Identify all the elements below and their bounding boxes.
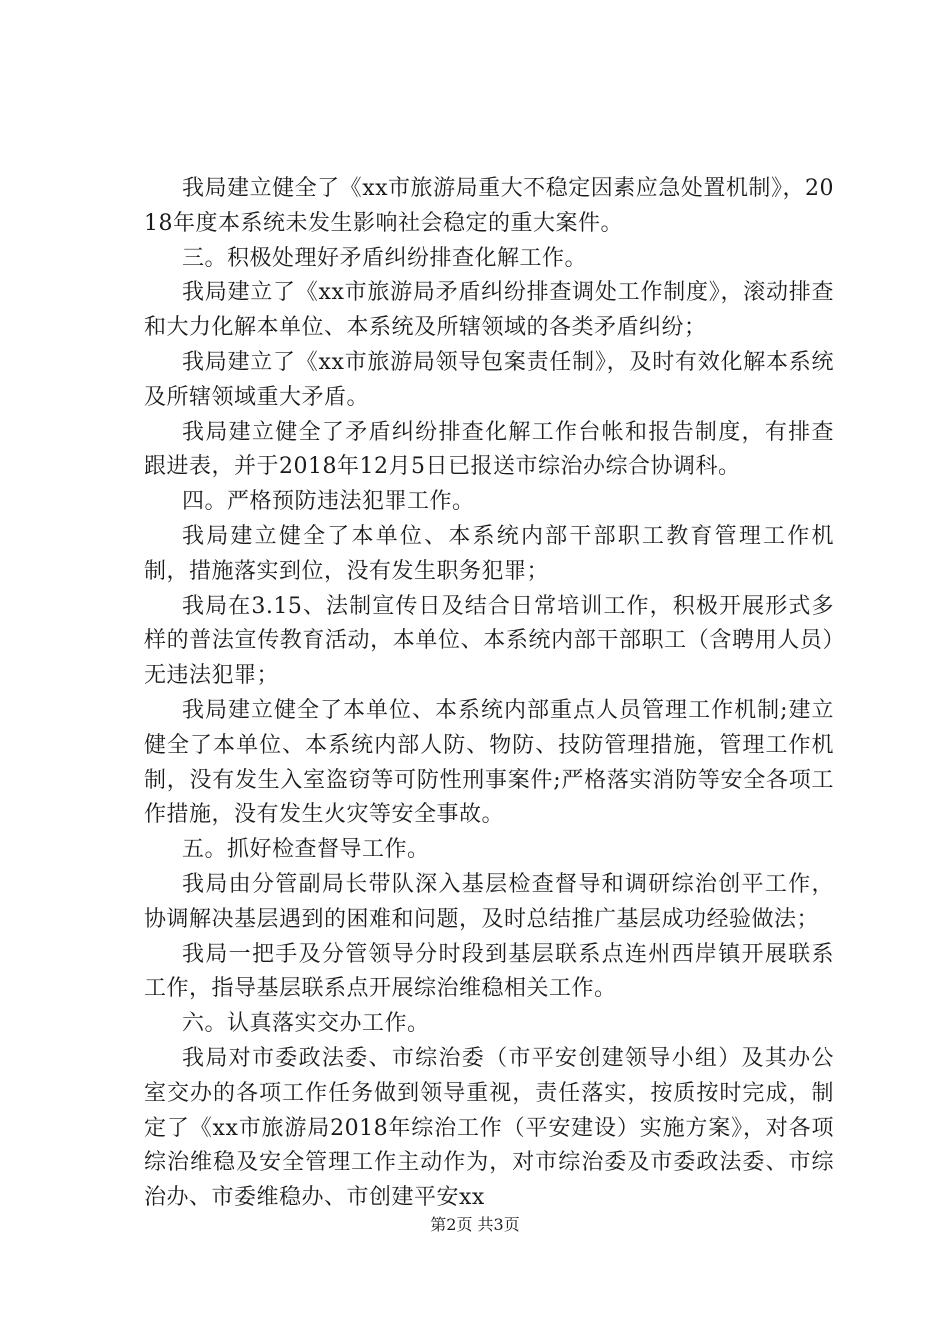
paragraph: 我局建立健全了本单位、本系统内部重点人员管理工作机制;建立健全了本单位、本系统内部人防、物防、技防管理措施，管理工作机制，没有发生入室盗窃等可防性刑事案件;严格落实消防等安全各项工作措施，没有发生火灾等安全事故。: [144, 697, 834, 828]
section-heading: 六。认真落实交办工作。: [182, 1011, 430, 1037]
paragraph: 我局建立健全了矛盾纠纷排查化解工作台帐和报告制度，有排查跟进表，并于2018年12月5日已报送市综治办综合协调科。: [144, 419, 834, 480]
paragraph: 我局建立了《xx市旅游局矛盾纠纷排查调处工作制度》，滚动排查和大力化解本单位、本系统及所辖领域的各类矛盾纠纷；: [144, 280, 834, 341]
section-heading: 三。积极处理好矛盾纠纷排查化解工作。: [182, 245, 588, 271]
paragraph: 我局在3.15、法制宣传日及结合日常培训工作，积极开展形式多样的普法宣传教育活动，本单位、本系统内部干部职工（含聘用人员）无违法犯罪；: [144, 593, 834, 689]
paragraph: 我局一把手及分管领导分时段到基层联系点连州西岸镇开展联系工作，指导基层联系点开展综治维稳相关工作。: [144, 941, 834, 1002]
paragraph: 我局建立了《xx市旅游局领导包案责任制》，及时有效化解本系统及所辖领域重大矛盾。: [144, 349, 834, 410]
paragraph: 我局对市委政法委、市综治委（市平安创建领导小组）及其办公室交办的各项工作任务做到领导重视，责任落实，按质按时完成，制定了《xx市旅游局2018年综治工作（平安建设）实施方案》，对各项综治维稳及安全管理工作主动作为，对市综治委及市委政法委、市综治办、市委维稳办、市创建平安xx: [144, 1045, 834, 1211]
section-heading: 四。严格预防违法犯罪工作。: [182, 489, 475, 515]
paragraph: 我局建立健全了《xx市旅游局重大不稳定因素应急处置机制》，2018年度本系统未发生影响社会稳定的重大案件。: [144, 176, 834, 236]
document-body: [144, 172, 834, 1216]
paragraph: 我局建立健全了本单位、本系统内部干部职工教育管理工作机制，措施落实到位，没有发生职务犯罪；: [144, 523, 834, 584]
paragraph: 我局由分管副局长带队深入基层检查督导和调研综治创平工作，协调解决基层遇到的困难和问题，及时总结推广基层成功经验做法；: [144, 871, 834, 932]
section-heading: 五。抓好检查督导工作。: [182, 837, 430, 863]
page-number-footer: 第2页 共3页: [430, 1215, 520, 1234]
